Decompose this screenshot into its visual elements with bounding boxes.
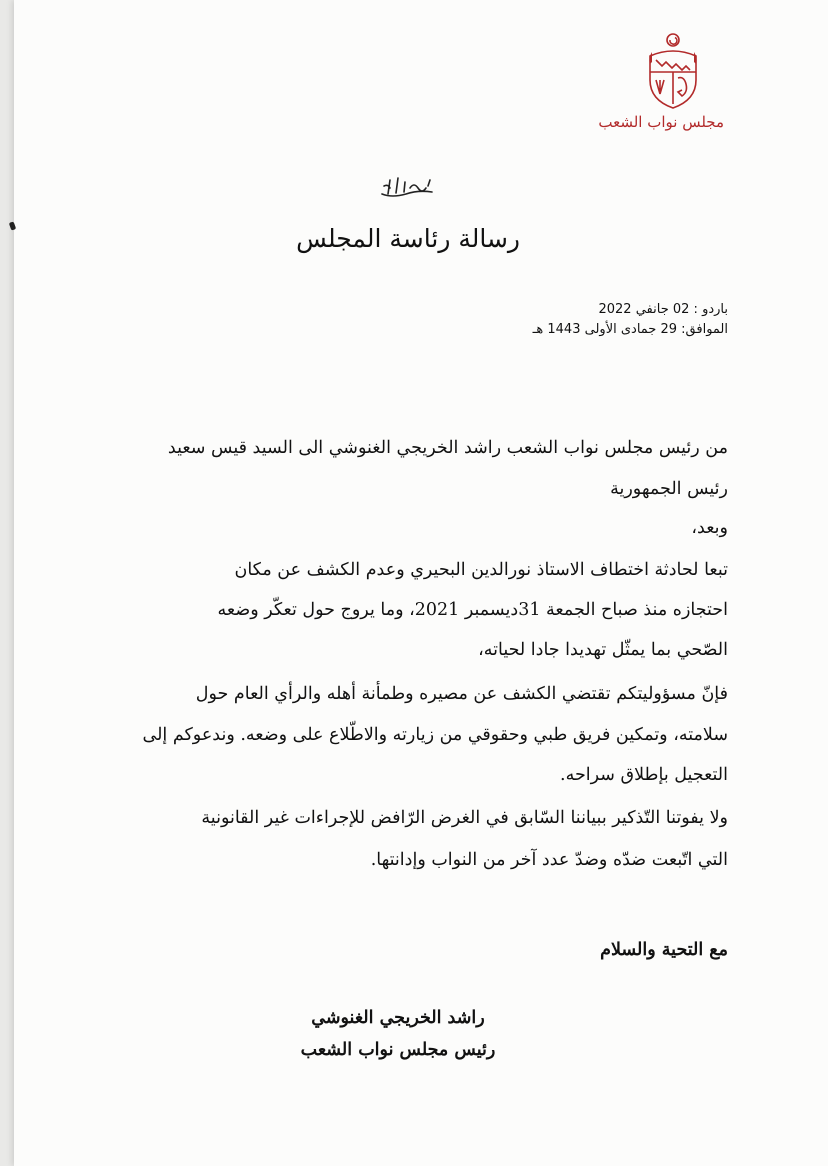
assembly-emblem-icon: [642, 30, 704, 110]
body-line: الصّحي بما يمثّل تهديدا جادا لحياته،: [478, 640, 728, 660]
body-line: تبعا لحادثة اختطاف الاستاذ نورالدين البحيري وعدم الكشف عن مكان: [234, 560, 728, 580]
body-line: رئيس الجمهورية: [610, 479, 728, 499]
signatory-position: رئيس مجلس نواب الشعب: [300, 1040, 496, 1060]
body-line: سلامته، وتمكين فريق طبي وحقوقي من زيارته والاطّلاع على وضعه. وندعوكم إلى: [142, 725, 728, 745]
body-line: وبعد،: [691, 518, 728, 538]
body-line: من رئيس مجلس نواب الشعب راشد الخريجي الغنوشي الى السيد قيس سعيد: [167, 438, 728, 458]
brand-name: مجلس نواب الشعب: [598, 113, 724, 131]
signatory-name: راشد الخريجي الغنوشي: [311, 1008, 485, 1028]
calligraphy-mark: [378, 174, 438, 200]
closing-line: مع التحية والسلام: [600, 940, 728, 960]
date-line: باردو : 02 جانفي 2022: [598, 302, 728, 317]
body-line: التعجيل بإطلاق سراحه.: [560, 765, 728, 785]
body-line: التي اتّبعت ضدّه وضدّ عدد آخر من النواب وإدانتها.: [370, 850, 728, 870]
hijri-date-line: الموافق: 29 جمادى الأولى 1443 هـ: [532, 322, 728, 337]
page-title: رسالة رئاسة المجلس: [296, 224, 520, 253]
body-line: فإنّ مسؤوليتكم تقتضي الكشف عن مصيره وطمأنة أهله والرأي العام حول: [195, 684, 728, 704]
body-line: ولا يفوتنا التّذكير ببياننا السّابق في الغرض الرّافض للإجراءات غير القانونية: [201, 808, 728, 828]
body-line: احتجازه منذ صباح الجمعة 31ديسمبر 2021، وما يروج حول تعكّر وضعه: [217, 600, 728, 620]
